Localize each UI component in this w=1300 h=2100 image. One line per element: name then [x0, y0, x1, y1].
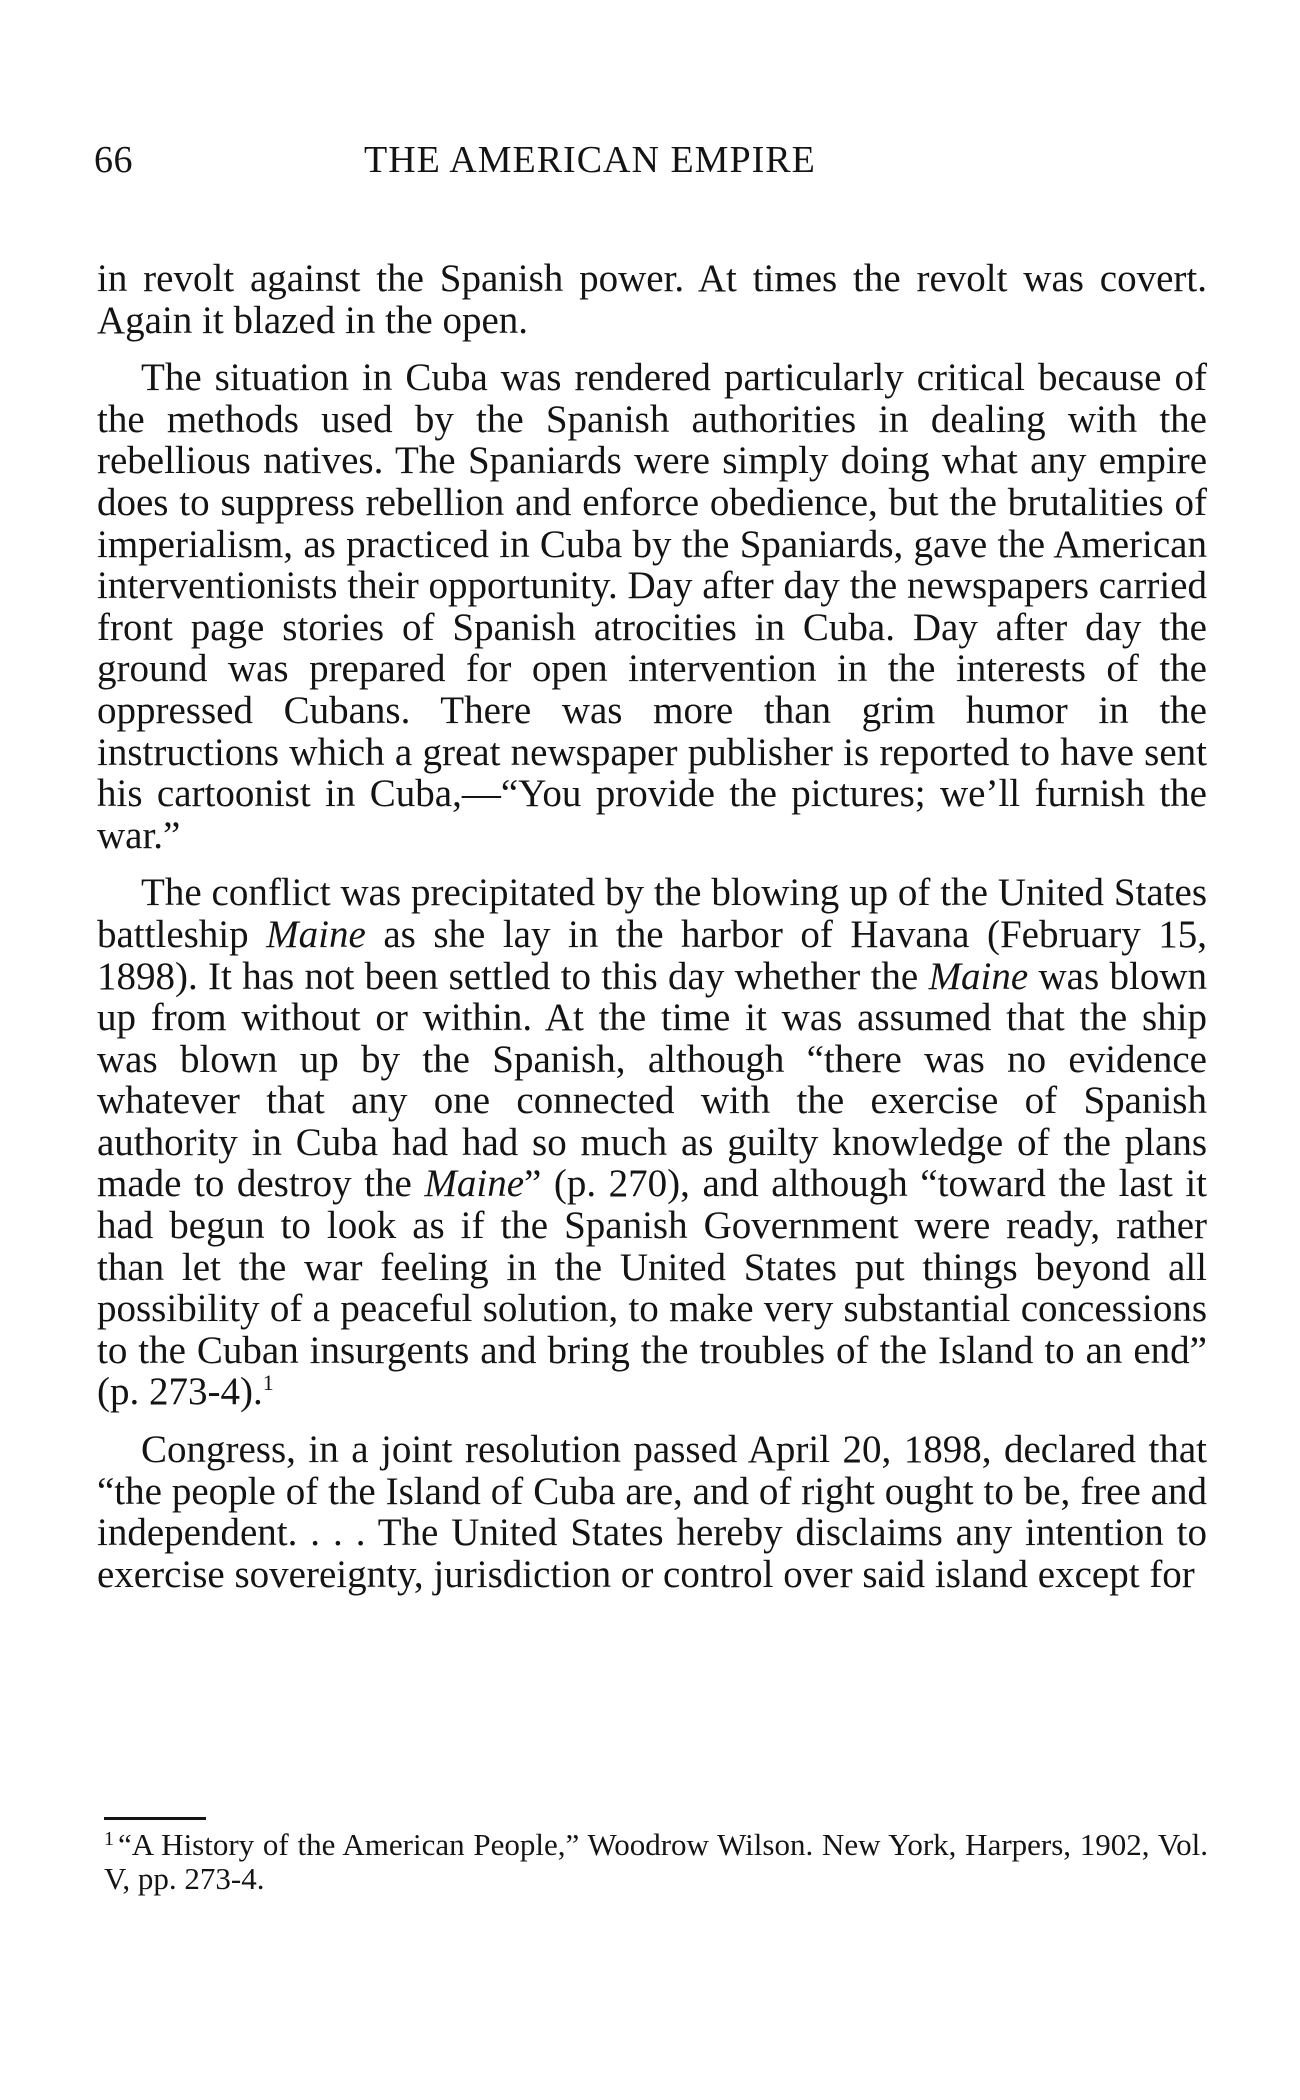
paragraph-3-text-b: as she lay in the harbor of Havana (February 15, 1898). It has not been settled to this day whether the — [97, 912, 1208, 998]
footnote-text: “A History of the American People,” Woodrow Wilson. New York, Harpers, 1902, Vol. V, pp. 273-4. — [104, 1827, 1208, 1896]
ship-name: Maine — [266, 912, 366, 956]
paragraph-3 — [97, 872, 1207, 1413]
running-title: THE AMERICAN EMPIRE — [364, 139, 816, 181]
paragraph-3-text-c: was blown up from without or within. At the time it was assumed that the ship was blown up by the Spanish, although “there was no evidence whatever that any one connected with the exercise of Spanish authority in Cuba had had so much as guilty knowledge of the plans made to destroy the — [97, 954, 1207, 1206]
footnote-divider — [104, 1817, 206, 1820]
paragraph-1: in revolt against the Spanish power. At times the revolt was covert. Again it blazed in the open. — [97, 257, 1207, 342]
paragraph-3-text-d: ” (p. 270), and although “toward the last it had begun to look as if the Spanish Government were ready, rather than let the war feeling in the United States put things beyond all possibility of a peaceful solution, to make very substantial concessions to the Cuban insurgents and bring the troubles of the Island to an end” (p. 273-4). — [97, 1162, 1207, 1414]
footnote-reference: 1 — [262, 1370, 274, 1396]
footnote — [104, 1828, 1208, 1896]
page-header — [94, 138, 1206, 188]
paragraph-4: Congress, in a joint resolution passed April 20, 1898, declared that “the people of the Island of Cuba are, and of right ought to be, free and independent. . . . The United States hereby disclaims any intention to exercise sovereignty, jurisdiction or control over said island except for — [97, 1428, 1207, 1596]
ship-name: Maine — [424, 1162, 525, 1206]
footnote-number: 1 — [104, 1828, 114, 1850]
paragraph-2: The situation in Cuba was rendered particularly critical because of the methods used by the Spanish authorities in dealing with the rebellious natives. The Spaniards were simply doing what any empire does to suppress rebellion and enforce obedience, but the brutalities of imperialism, as practiced in Cuba by the Spaniards, gave the American interventionists their opportunity. Day after day the newspapers carried front page stories of Spanish atrocities in Cuba. Day after day the ground was prepared for open intervention in the interests of the oppressed Cubans. There was more than grim humor in the instructions which a great newspaper publisher is reported to have sent his cartoonist in Cuba,—“You provide the pictures; we’ll furnish the war.” — [97, 356, 1207, 857]
ship-name: Maine — [928, 954, 1029, 998]
page-number: 66 — [94, 139, 133, 181]
body-text — [97, 258, 1207, 1595]
paragraph-3-text-a: The conflict was precipitated by the blowing up of the United States battleship — [97, 871, 1207, 956]
